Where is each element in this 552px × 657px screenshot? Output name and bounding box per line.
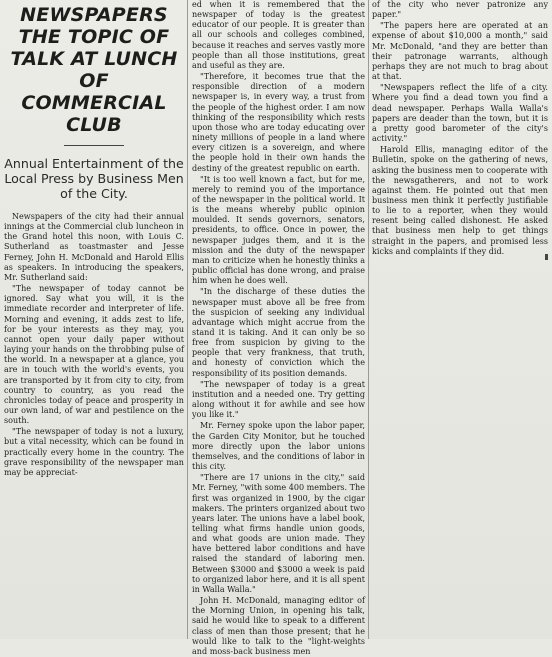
paragraph: "It is too well known a fact, but for me, merely to remind you of the importance of the newspaper in the political world. It is the means whereby public opinion moulded. It sends governors, senators, presidents, to office. Once in power, the newspaper judges them, and it is the mission and the duty of the newspaper man to criticize when he honestly thinks a public official has done wrong, and praise him when he does well.: [192, 174, 365, 286]
paragraph: "The newspaper of today is a great institution and a needed one. Try getting along without it for awhile and see how you like it.": [192, 379, 365, 420]
paragraph: ed when it is remembered that the newspaper of today is the greatest educator of our people. It is greater than all our schools and colleges combined, because it reaches and serves vastly more people than all those institutions, great and useful as they are.: [192, 0, 365, 70]
paragraph: John H. McDonald, managing editor of the Morning Union, in opening his talk, said he would like to speak to a different class of men than those present; that he would like to talk to the "light-weights and moss-back business men: [192, 596, 365, 656]
column-rule-left: [187, 0, 188, 639]
paragraph: Harold Ellis, managing editor of the Bulletin, spoke on the gathering of news, asking the business men to cooperate with the newsgatherers, and not to work against them. He pointed out that men business men think it perfectly justifiable to lie to a reporter, when they would resent being called dishonest. He asked that business men help to get things straight in the papers, and promised less kicks and complaints if they did.: [372, 145, 548, 256]
headline: NEWSPAPERS THE TOPIC OF TALK AT LUNCH OF COMMERCIAL CLUB: [10, 4, 178, 136]
paragraph: Mr. Ferney spoke upon the labor paper, the Garden City Monitor, but he touched more directly upon the labor unions themselves, and the conditions of labor in this city.: [192, 421, 365, 472]
column-1: [4, 0, 184, 639]
paragraph: "The papers here are operated at an expense of about $10,000 a month," said Mr. McDonald, "and they are better than their patronage warrants, although perhaps they are not much to brag about at that.: [372, 21, 548, 82]
column-3: [372, 0, 548, 270]
paragraph: "In the discharge of these duties the newspaper must above all be free from the suspicion of seeking any individual advantage which might accrue from the stand it is taking. And it can only be so free from suspicion by giving to the people that very frankness, that truth, and honesty of conviction which the responsibility of its position demands.: [192, 287, 365, 378]
end-mark: [545, 254, 548, 260]
column-rule-right: [368, 0, 369, 639]
paragraph: "Therefore, it becomes true that the responsible direction of a modern newspaper is, in every way, a trust from the people of the highest order. I am now thinking of the responsibility which rests upon those who are today educating over ninety millions of people in a land where every citizen is a sovereign, and where the people hold in their own hands the destiny of the greatest republic on earth.: [192, 72, 365, 173]
paragraph: "Newspapers reflect the life of a city. Where you find a dead town you find a dead newspaper. Perhaps Walla Walla's papers are deader than the town, but it is a pretty good barometer of the city's activity.": [372, 83, 548, 144]
paragraph: Newspapers of the city had their annual innings at the Commercial club luncheon in the Grand hotel this noon, with Louis C. Sutherland as toastmaster and Jesse Ferney, John H. McDonald and Harold Ellis as speakers. In introducing the speakers, Mr. Sutherland said:: [4, 212, 184, 282]
paragraph: "The newspaper of today is not a luxury, but a vital necessity, which can be found in practically every home in the country. The grave responsibility of the newspaper man may be appreciat-: [4, 427, 184, 477]
paragraph: "There are 17 unions in the city," said Mr. Ferney, "with some 400 members. The first was organized in 1900, by the cigar makers. The printers organized about two years later. The unions have a label book, telling what firms handle union goods, and what goods are union made. They have bettered labor conditions and have raised the standard of laboring men. Between $3000 and $3000 a week is paid to organized labor here, and it is all spent in Walla Walla.": [192, 473, 365, 594]
paragraph: "The newspaper of today cannot be ignored. Say what you will, it is the immediate recorder and interpreter of life. Morning and evening, it adds zest to life, for be your interests as they may, you cannot open your daily paper without laying your hands on the throbbing pulse of the world. In a newspaper at a glance, you are in touch with the world's events, you are transported by it from city to city, from country to country, as you read the chronicles today of peace and prosperity in our own land, of war and pestilence on the south.: [4, 284, 184, 426]
column-2: [192, 0, 365, 656]
column-1-body: [4, 212, 184, 478]
headline-divider: [64, 145, 124, 146]
subheadline: Annual Entertainment of the Local Press by Business Men of the City.: [4, 156, 184, 201]
paragraph: of the city who never patronize any paper.": [372, 0, 548, 20]
